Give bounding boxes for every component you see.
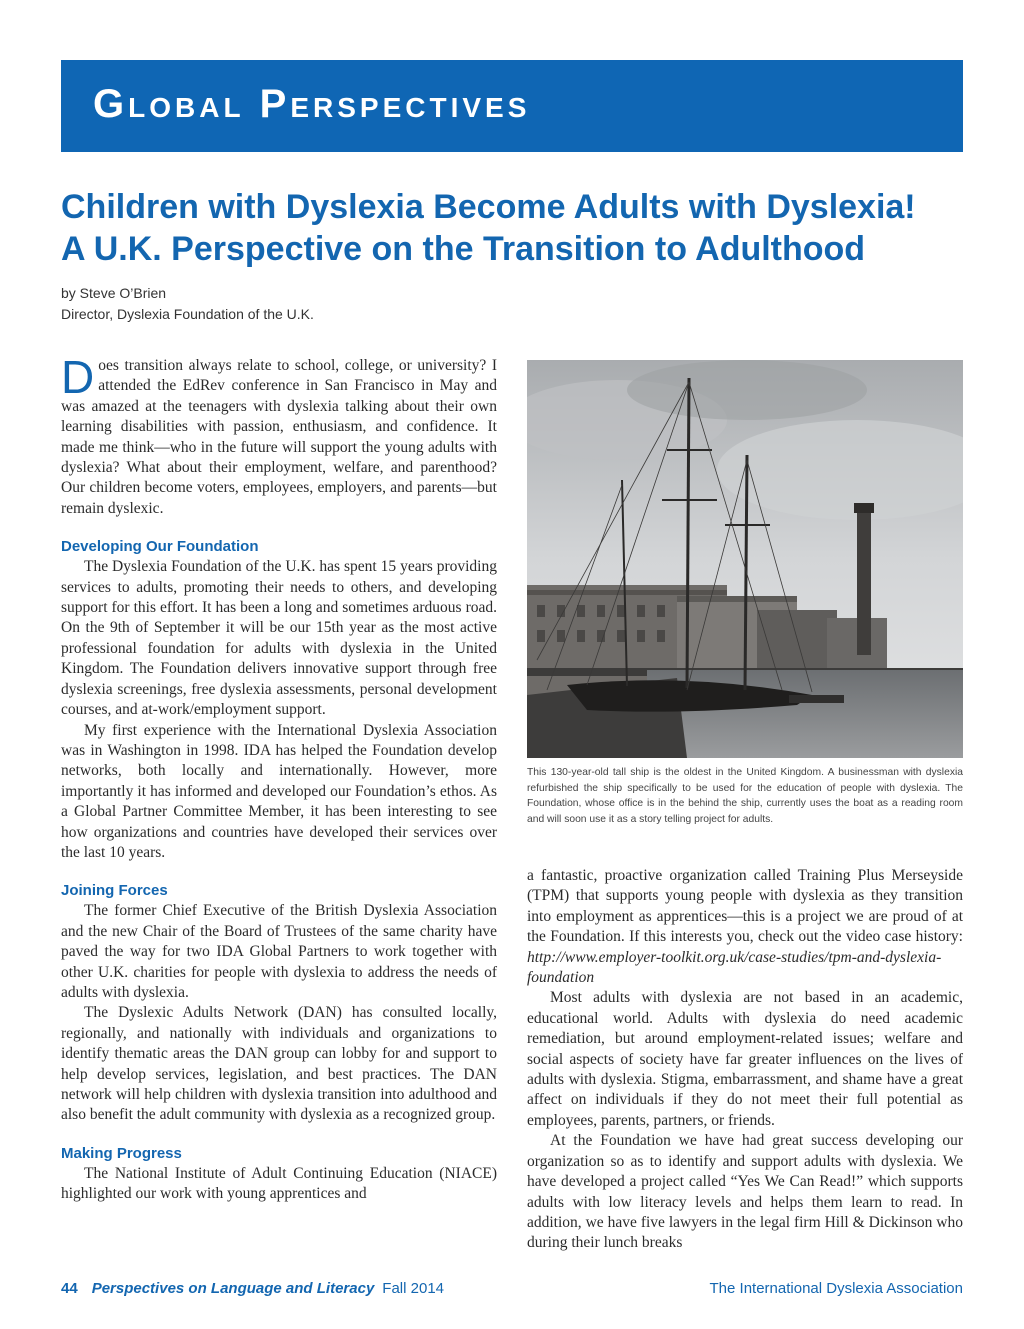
drop-cap: D — [61, 351, 95, 403]
article-title-line-2: A U.K. Perspective on the Transition to Adulthood — [61, 230, 866, 268]
heading-developing-foundation: Developing Our Foundation — [61, 538, 259, 556]
banner-title: Global Perspectives — [93, 82, 531, 126]
paragraph — [527, 866, 963, 988]
intro-paragraph — [61, 351, 497, 519]
heading-joining-forces: Joining Forces — [61, 882, 168, 900]
heading-making-progress: Making Progress — [61, 1144, 182, 1162]
author-name: by Steve O’Brien — [61, 285, 167, 301]
right-column — [527, 866, 963, 1254]
paragraph-text: a fantastic, proactive organization called Training Plus Merseyside (TPM) that supports young people with dyslexia as they transition into employment as apprentices—this is a project we are proud of at the Foundation. If this interests you, check out the video case history: — [527, 867, 963, 946]
photo-caption: This 130-year-old tall ship is the oldest in the United Kingdom. A businessman with dyslexia refurbished the ship specifically to be used for the education of people with dyslexia. The Foundation, whose office is in the behind the ship, currently uses the boat as a reading room and will soon use it as a story telling project for adults. — [527, 767, 963, 825]
left-column — [61, 351, 497, 1205]
article-title-line-1: Children with Dyslexia Become Adults with Dyslexia! — [61, 188, 916, 226]
paragraph: My first experience with the International Dyslexia Association was in Washington in 1998. IDA has helped the Foundation develop networks, both locally and internationally. However, more importantly it has informed and developed our Foundation’s ethos. As a Global Partner Committee Member, it has been interesting to see how organizations and countries have developed their services over the last 10 years. — [61, 721, 497, 861]
page-number: 44 — [61, 1280, 78, 1297]
paragraph: The Dyslexia Foundation of the U.K. has spent 15 years providing services to adults, promoting their needs to others, and developing support for this effort. It has been a long and sometimes arduous road. On the 9th of September it will be our 15th year as the most active professional foundation for adults with dyslexia in the United Kingdom. The Foundation delivers innovative support through free dyslexia screenings, free dyslexia assessments, personal development courses, and at-work/employment support. — [61, 558, 497, 719]
byline — [61, 283, 314, 325]
intro-text: oes transition always relate to school, college, or university? I attended the EdRev conference in San Francisco in May and was amazed at the teenagers with dyslexia talking about their own learning disabilities with passion, enthusiasm, and confidence. It made me think—who in the future will support the young adults with dyslexia? What about their employment, welfare, and parenthood? Our children become voters, employees, employers, and parents—but remain dyslexic. — [61, 357, 497, 517]
journal-title: Perspectives on Language and Literacy — [91, 1280, 375, 1297]
journal-issue: Fall 2014 — [382, 1280, 445, 1297]
article-title — [61, 186, 981, 270]
tall-ship-photo — [527, 360, 963, 758]
paragraph: The Dyslexic Adults Network (DAN) has consulted locally, regionally, and nationally with individuals and organizations to identify thematic areas the DAN group can lobby for and support to help develop services, legislation, and best practices. The DAN network will help children with dyslexia transition into adulthood and also benefit the adult community with dyslexia as a recognized group. — [61, 1004, 497, 1124]
paragraph: The National Institute of Adult Continuing Education (NIACE) highlighted our work with young apprentices and — [61, 1164, 497, 1203]
paragraph: At the Foundation we have had great success developing our organization so as to identify and support adults with dyslexia. We have developed a project called “Yes We Can Read!” which supports adults with low literacy levels and helps them learn to read. In addition, we have five lawyers in the legal firm Hill & Dickinson who during their lunch breaks — [527, 1132, 963, 1252]
footer-left — [61, 1280, 444, 1297]
paragraph: The former Chief Executive of the British Dyslexia Association and the new Chair of the Board of Trustees of the same charity have paved the way for two IDA Global Partners to work together with other U.K. charities for people with dyslexia to address the needs of adults with dyslexia. — [61, 902, 497, 1001]
paragraph: Most adults with dyslexia are not based in an academic, educational world. Adults with dyslexia do need academic remediation, but around employment-related issues; welfare and social aspects of society have far greater influences on the lives of adults with dyslexia. Stigma, embarrassment, and shame have a great affect on individuals if they do not meet their full potential as employees, parents, partners, or friends. — [527, 989, 963, 1129]
section-banner — [61, 60, 963, 152]
author-affiliation: Director, Dyslexia Foundation of the U.K. — [61, 306, 314, 322]
publisher-name: The International Dyslexia Association — [709, 1280, 963, 1297]
tall-ship-illustration — [527, 360, 963, 758]
video-case-url-link[interactable]: http://www.employer-toolkit.org.uk/case-studies/tpm-and-dyslexia-foundation — [527, 948, 942, 987]
